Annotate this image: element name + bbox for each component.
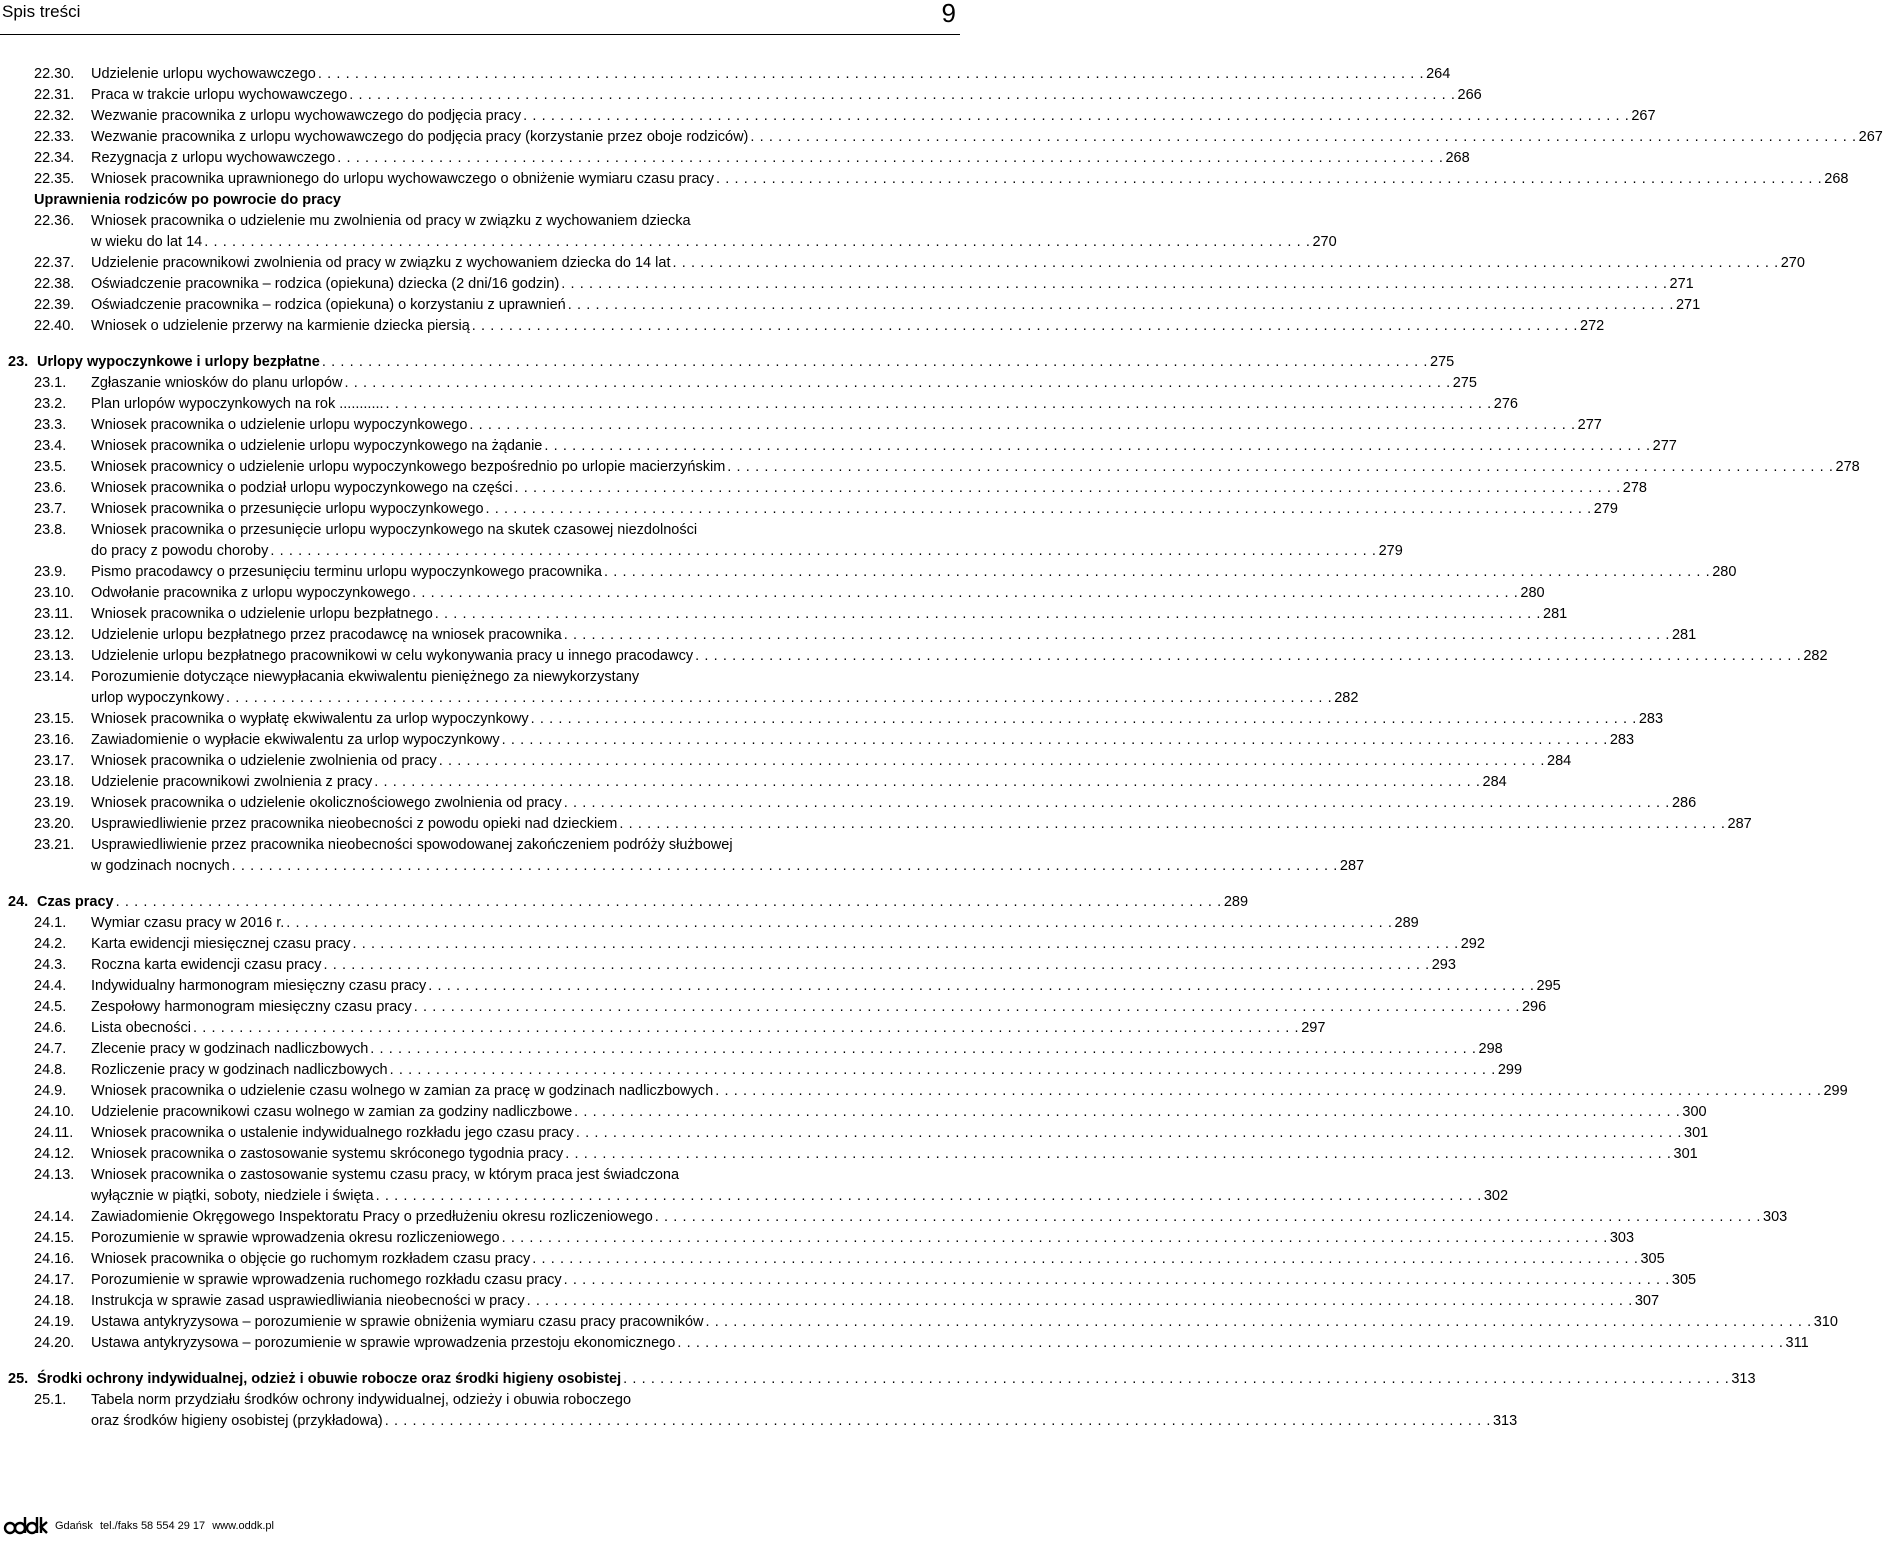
entry-title: Zespołowy harmonogram miesięczny czasu pracy — [91, 999, 412, 1015]
entry-title: Zawiadomienie o wypłacie ekwiwalentu za urlop wypoczynkowy — [91, 732, 500, 748]
dot-leader — [502, 1228, 1608, 1249]
entry-page-number: 281 — [1543, 606, 1568, 622]
entry-title: Porozumienie w sprawie wprowadzenia ruchomego rozkładu czasu pracy — [91, 1272, 562, 1288]
entry-number: 23.20. — [34, 816, 75, 832]
dot-leader — [337, 148, 1443, 169]
entry-page-number: 299 — [1823, 1083, 1848, 1099]
section-title: Spis treści — [2, 2, 81, 21]
entry-title: Czas pracy — [37, 894, 114, 910]
entry-title: Wniosek pracownika o przesunięcie urlopu wypoczynkowego — [91, 501, 484, 517]
entry-page-number: 298 — [1478, 1041, 1503, 1057]
entry-title: Udzielenie pracownikowi czasu wolnego w zamian za godziny nadliczbowe — [91, 1104, 573, 1120]
entry-number: 23.7. — [34, 501, 67, 517]
entry-number: 22.35. — [34, 171, 75, 187]
dot-leader — [349, 85, 1455, 106]
entry-page-number: 282 — [1334, 690, 1359, 706]
entry-page-number: 301 — [1684, 1125, 1709, 1141]
entry-page-number: 276 — [1493, 396, 1518, 412]
dot-leader — [390, 1060, 1496, 1081]
entry-number: 22.37. — [34, 255, 75, 271]
entry-number: 23.15. — [34, 711, 75, 727]
entry-number: 24.18. — [34, 1293, 75, 1309]
entry-title: Wniosek pracownika o przesunięcie urlopu wypoczynkowego na skutek czasowej niezdolności — [91, 522, 698, 538]
entry-page-number: 277 — [1652, 438, 1677, 454]
entry-title: Udzielenie pracownikowi zwolnienia z pracy — [91, 774, 373, 790]
entry-title: Wniosek pracownika o zastosowanie systemu czasu pracy, w którym praca jest świadczona — [91, 1167, 680, 1183]
dot-leader — [385, 1411, 1491, 1432]
entry-page-number: 271 — [1675, 297, 1701, 313]
entry-page-number: 300 — [1682, 1104, 1707, 1120]
entry-number: 22.32. — [34, 108, 75, 124]
entry-number: 23.14. — [34, 669, 75, 685]
entry-number: 24.2. — [34, 936, 67, 952]
entry-title: Usprawiedliwienie przez pracownika nieobecności spowodowanej zakończeniem podróży służbowej — [91, 837, 733, 853]
entry-title: Wniosek pracownika o udzielenie zwolnienia od pracy — [91, 753, 437, 769]
dot-leader — [322, 352, 1428, 373]
entry-page-number: 305 — [1640, 1251, 1665, 1267]
entry-number: 24.4. — [34, 978, 67, 994]
entry-title: Wniosek pracownika o podział urlopu wypoczynkowego na części — [91, 480, 513, 496]
entry-number: 24.5. — [34, 999, 67, 1015]
dot-leader — [574, 1102, 1680, 1123]
page-header — [0, 0, 960, 36]
entry-title: Wniosek o udzielenie przerwy na karmienie dziecka piersią — [91, 318, 470, 334]
entry-page-number: 271 — [1669, 276, 1694, 292]
footer-phone: tel./faks 58 554 29 17 — [99, 1520, 206, 1532]
dot-leader — [386, 394, 1492, 415]
entry-page-number: 301 — [1673, 1146, 1698, 1162]
dot-leader — [486, 499, 1592, 520]
entry-number: 24. — [8, 894, 29, 910]
entry-title: Wniosek pracownika o udzielenie okolicznościowego zwolnienia od pracy — [91, 795, 562, 811]
dot-leader — [544, 436, 1650, 457]
entry-number: 24.8. — [34, 1062, 67, 1078]
dot-leader — [412, 583, 1518, 604]
dot-leader — [502, 730, 1608, 751]
entry-number: 24.3. — [34, 957, 67, 973]
entry-title: Wniosek pracownika o wypłatę ekwiwalentu za urlop wypoczynkowy — [91, 711, 529, 727]
dot-leader — [523, 106, 1629, 127]
entry-page-number: 287 — [1727, 816, 1752, 832]
entry-number: 23.2. — [34, 396, 67, 412]
entry-number: 22.40. — [34, 318, 75, 334]
dot-leader — [672, 253, 1778, 274]
dot-leader — [531, 709, 1637, 730]
entry-page-number: 313 — [1731, 1371, 1756, 1387]
entry-title: Zlecenie pracy w godzinach nadliczbowych — [91, 1041, 369, 1057]
entry-page-number: 302 — [1483, 1188, 1509, 1204]
entry-page-number: 270 — [1780, 255, 1805, 271]
entry-title: Udzielenie urlopu bezpłatnego przez pracodawcę na wniosek pracownika — [91, 627, 562, 643]
entry-number: 24.10. — [34, 1104, 75, 1120]
dot-leader — [565, 1144, 1671, 1165]
page-number: 9 — [941, 0, 956, 28]
dot-leader — [353, 934, 1459, 955]
entry-title: Lista obecności — [91, 1020, 191, 1036]
entry-number: 24.9. — [34, 1083, 67, 1099]
entry-title: Wniosek pracownika uprawnionego do urlopu wychowawczego o obniżenie wymiaru czasu pracy — [91, 171, 715, 187]
dot-leader — [270, 541, 1376, 562]
dot-leader — [193, 1018, 1299, 1039]
entry-page-number: 305 — [1671, 1272, 1697, 1288]
entry-title: Wniosek pracownika o zastosowanie systemu skróconego tygodnia pracy — [91, 1146, 564, 1162]
entry-number: 25.1. — [34, 1392, 67, 1408]
entry-title: Wniosek pracownika o objęcie go ruchomym rozkładem czasu pracy — [91, 1251, 531, 1267]
entry-page-number: 277 — [1577, 417, 1602, 433]
entry-number: 23.17. — [34, 753, 75, 769]
entry-page-number: 282 — [1803, 648, 1828, 664]
entry-page-number: 310 — [1813, 1314, 1838, 1330]
entry-title-continuation: w godzinach nocnych — [91, 858, 230, 874]
footer-city: Gdańsk — [55, 1520, 93, 1532]
entry-number: 22.36. — [34, 213, 75, 229]
dot-leader — [374, 772, 1480, 793]
dot-leader — [750, 127, 1856, 148]
entry-number: 24.16. — [34, 1251, 75, 1267]
dot-leader — [677, 1333, 1783, 1354]
entry-page-number: 270 — [1312, 234, 1337, 250]
entry-title: Porozumienie dotyczące niewypłacania ekwiwalentu pieniężnego za niewykorzystany — [91, 669, 640, 685]
dot-leader — [623, 1369, 1729, 1390]
entry-title: Udzielenie pracownikowi zwolnienia od pracy w związku z wychowaniem dziecka do 14 lat — [91, 255, 671, 271]
entry-title: Wezwanie pracownika z urlopu wychowawczego do podjęcia pracy — [91, 108, 522, 124]
entry-page-number: 264 — [1426, 66, 1451, 82]
entry-page-number: 297 — [1301, 1020, 1326, 1036]
entry-page-number: 272 — [1580, 318, 1605, 334]
entry-title: Wniosek pracownika o udzielenie mu zwolnienia od pracy w związku z wychowaniem dziecka — [91, 213, 691, 229]
dot-leader — [619, 814, 1725, 835]
dot-leader — [705, 1312, 1811, 1333]
entry-number: 24.13. — [34, 1167, 75, 1183]
entry-page-number: 303 — [1763, 1209, 1788, 1225]
entry-number: 23.5. — [34, 459, 67, 475]
dot-leader — [286, 913, 1392, 934]
entry-title: Wymiar czasu pracy w 2016 r. — [91, 915, 285, 931]
entry-page-number: 311 — [1785, 1335, 1809, 1351]
entry-page-number: 283 — [1609, 732, 1635, 748]
entry-title-continuation: urlop wypoczynkowy — [91, 690, 224, 706]
entry-page-number: 279 — [1378, 543, 1403, 559]
entry-number: 24.11. — [34, 1125, 74, 1141]
dot-leader — [370, 1039, 1476, 1060]
dot-leader — [576, 1123, 1682, 1144]
entry-title: Zawiadomienie Okręgowego Inspektoratu Pracy o przedłużeniu okresu rozliczeniowego — [91, 1209, 653, 1225]
entry-number: 25. — [8, 1371, 29, 1387]
entry-number: 24.19. — [34, 1314, 75, 1330]
entry-page-number: 289 — [1223, 894, 1249, 910]
entry-page-number: 279 — [1593, 501, 1618, 517]
footer-website[interactable]: www.oddk.pl — [212, 1520, 274, 1532]
entry-title: Karta ewidencji miesięcznej czasu pracy — [91, 936, 351, 952]
entry-page-number: 303 — [1609, 1230, 1635, 1246]
dot-leader — [515, 478, 1621, 499]
entry-title-continuation: oraz środków higieny osobistej (przykładowa) — [91, 1413, 383, 1429]
entry-number: 23.8. — [34, 522, 67, 538]
entry-title: Usprawiedliwienie przez pracownika nieobecności z powodu opieki nad dzieckiem — [91, 816, 618, 832]
entry-number: 23.3. — [34, 417, 67, 433]
entry-title: Instrukcja w sprawie zasad usprawiedliwiania nieobecności w pracy — [91, 1293, 525, 1309]
dot-leader — [527, 1291, 1633, 1312]
entry-title: Wniosek pracownika o udzielenie czasu wolnego w zamian za pracę w godzinach nadliczbowych — [91, 1083, 714, 1099]
entry-page-number: 281 — [1671, 627, 1697, 643]
entry-page-number: 267 — [1858, 129, 1883, 145]
dot-leader — [344, 373, 1450, 394]
entry-title: Roczna karta ewidencji czasu pracy — [91, 957, 322, 973]
entry-page-number: 266 — [1457, 87, 1482, 103]
entry-title: Rezygnacja z urlopu wychowawczego — [91, 150, 336, 166]
entry-title: Porozumienie w sprawie wprowadzenia okresu rozliczeniowego — [91, 1230, 500, 1246]
entry-page-number: 286 — [1671, 795, 1697, 811]
entry-number: 23.19. — [34, 795, 75, 811]
entry-number: 22.31. — [34, 87, 75, 103]
dot-leader — [532, 1249, 1638, 1270]
dot-leader — [414, 997, 1520, 1018]
entry-page-number: 275 — [1452, 375, 1477, 391]
publisher-logo — [4, 1512, 48, 1536]
entry-number: 24.15. — [34, 1230, 75, 1246]
dot-leader — [561, 274, 1667, 295]
entry-title: Praca w trakcie urlopu wychowawczego — [91, 87, 348, 103]
entry-title: Rozliczenie pracy w godzinach nadliczbowych — [91, 1062, 388, 1078]
entry-title-continuation: do pracy z powodu choroby — [91, 543, 269, 559]
entry-page-number: 313 — [1492, 1413, 1518, 1429]
dot-leader — [376, 1186, 1482, 1207]
entry-number: 23.11. — [34, 606, 74, 622]
dot-leader — [428, 976, 1534, 997]
dot-leader — [232, 856, 1338, 877]
entry-title: Udzielenie urlopu wychowawczego — [91, 66, 316, 82]
entry-title: Wniosek pracownika o ustalenie indywidualnego rozkładu jego czasu pracy — [91, 1125, 574, 1141]
entry-page-number: 283 — [1638, 711, 1664, 727]
dot-leader — [324, 955, 1430, 976]
entry-page-number: 307 — [1634, 1293, 1660, 1309]
entry-number: 23.4. — [34, 438, 67, 454]
entry-title: Udzielenie urlopu bezpłatnego pracownikowi w celu wykonywania pracy u innego pracodawcy — [91, 648, 694, 664]
entry-page-number: 268 — [1824, 171, 1849, 187]
dot-leader — [564, 1270, 1670, 1291]
entry-title: Oświadczenie pracownika – rodzica (opiekuna) o korzystaniu z uprawnień — [91, 297, 566, 313]
entry-page-number: 268 — [1445, 150, 1470, 166]
page-footer — [0, 1510, 960, 1540]
entry-number: 24.1. — [34, 915, 67, 931]
entry-title: Indywidualny harmonogram miesięczny czasu pracy — [91, 978, 427, 994]
entry-page-number: 278 — [1622, 480, 1647, 496]
entry-page-number: 275 — [1430, 354, 1455, 370]
entry-page-number: 295 — [1536, 978, 1561, 994]
entry-number: 24.7. — [34, 1041, 67, 1057]
entry-page-number: 280 — [1520, 585, 1545, 601]
entry-number: 23.10. — [34, 585, 75, 601]
dot-leader — [716, 169, 1822, 190]
entry-number: 23.13. — [34, 648, 75, 664]
dot-leader — [469, 415, 1575, 436]
entry-title: Ustawa antykryzysowa – porozumienie w sprawie obniżenia wymiaru czasu pracy pracowników — [91, 1314, 704, 1330]
entry-title: Oświadczenie pracownika – rodzica (opiekuna) dziecka (2 dni/16 godzin) — [91, 276, 560, 292]
entry-number: 23.1. — [34, 375, 67, 391]
entry-title: Pismo pracodawcy o przesunięciu terminu urlopu wypoczynkowego pracownika — [91, 564, 602, 580]
entry-number: 23.21. — [34, 837, 75, 853]
dot-leader — [727, 457, 1833, 478]
dot-leader — [204, 232, 1310, 253]
entry-page-number: 289 — [1394, 915, 1419, 931]
entry-number: 23.9. — [34, 564, 67, 580]
entry-title: Środki ochrony indywidualnej, odzież i obuwie robocze oraz środki higieny osobistej — [37, 1371, 622, 1387]
entry-number: 24.20. — [34, 1335, 75, 1351]
dot-leader — [435, 604, 1541, 625]
entry-title: Wniosek pracownika o udzielenie urlopu wypoczynkowego — [91, 417, 468, 433]
dot-leader — [472, 316, 1578, 337]
entry-number: 22.34. — [34, 150, 75, 166]
entry-number: 22.38. — [34, 276, 75, 292]
entry-number: 23.12. — [34, 627, 75, 643]
entry-number: 23. — [8, 354, 29, 370]
entry-page-number: 287 — [1339, 858, 1365, 874]
entry-number: 23.6. — [34, 480, 67, 496]
entry-page-number: 293 — [1431, 957, 1456, 973]
entry-title: Ustawa antykryzysowa – porozumienie w sprawie wprowadzenia przestoju ekonomicznego — [91, 1335, 676, 1351]
entry-title: Plan urlopów wypoczynkowych na rok ........... — [91, 396, 384, 412]
entry-title: Urlopy wypoczynkowe i urlopy bezpłatne — [37, 354, 320, 370]
dot-leader — [568, 295, 1674, 316]
dot-leader — [604, 562, 1710, 583]
entry-page-number: 278 — [1835, 459, 1860, 475]
dot-leader — [226, 688, 1332, 709]
entry-title: Tabela norm przydziału środków ochrony indywidualnej, odzieży i obuwia roboczego — [91, 1392, 632, 1408]
entry-number: 23.18. — [34, 774, 75, 790]
entry-page-number: 267 — [1631, 108, 1656, 124]
publisher-contact — [55, 1520, 278, 1532]
dot-leader — [715, 1081, 1821, 1102]
dot-leader — [564, 625, 1670, 646]
entry-number: 22.30. — [34, 66, 75, 82]
dot-leader — [318, 64, 1424, 85]
entry-page-number: 284 — [1482, 774, 1507, 790]
entry-number: 23.16. — [34, 732, 75, 748]
entry-title: Wezwanie pracownika z urlopu wychowawczego do podjęcia pracy (korzystanie przez oboje rodziców) — [91, 129, 749, 145]
header-divider — [0, 34, 960, 35]
entry-title-continuation: w wieku do lat 14 — [91, 234, 203, 250]
entry-number: 24.12. — [34, 1146, 75, 1162]
entry-number: 22.39. — [34, 297, 75, 313]
entry-title: Wniosek pracownika o udzielenie urlopu bezpłatnego — [91, 606, 433, 622]
entry-number: 24.14. — [34, 1209, 75, 1225]
entry-number: 24.6. — [34, 1020, 67, 1036]
entry-number: 24.17. — [34, 1272, 75, 1288]
entry-page-number: 280 — [1712, 564, 1737, 580]
entry-page-number: 292 — [1460, 936, 1485, 952]
entry-title: Odwołanie pracownika z urlopu wypoczynkowego — [91, 585, 411, 601]
entry-page-number: 284 — [1547, 753, 1572, 769]
dot-leader — [564, 793, 1670, 814]
toc-subheading: Uprawnienia rodziców po powrocie do pracy — [34, 192, 341, 208]
dot-leader — [695, 646, 1801, 667]
dot-leader — [439, 751, 1545, 772]
dot-leader — [116, 892, 1222, 913]
entry-page-number: 299 — [1497, 1062, 1523, 1078]
dot-leader — [655, 1207, 1761, 1228]
entry-title: Wniosek pracownika o udzielenie urlopu wypoczynkowego na żądanie — [91, 438, 543, 454]
entry-page-number: 296 — [1521, 999, 1547, 1015]
entry-title: Wniosek pracownicy o udzielenie urlopu wypoczynkowego bezpośrednio po urlopie macierzyńskim — [91, 459, 726, 475]
entry-title: Zgłaszanie wniosków do planu urlopów — [91, 375, 343, 391]
entry-number: 22.33. — [34, 129, 75, 145]
entry-title-continuation: wyłącznie w piątki, soboty, niedziele i święta — [91, 1188, 374, 1204]
